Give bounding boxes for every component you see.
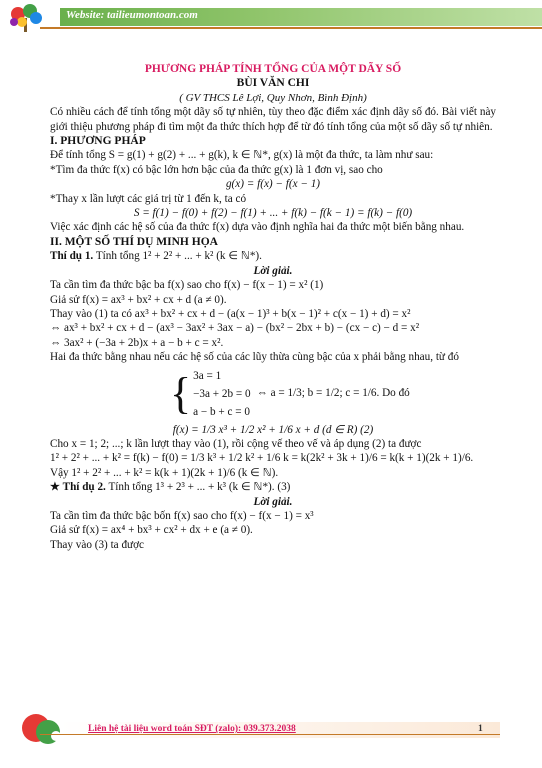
ex1-line-6: Hai đa thức bằng nhau nếu các hệ số của các lũy thừa cùng bậc của x phải bằng nhau, từ đó [50,351,459,364]
ex1-line-4: ⇔ ax³ + bx² + cx + d − (ax³ − 3ax² + 3ax − a) − (bx² − 2bx + b) − (cx − c) − d = x² [50,322,420,335]
method-equation-2: S = f(1) − f(0) + f(2) − f(1) + ... + f(k) − f(k − 1) = f(k) − f(0) [133,207,413,220]
section-heading-method: I. PHƯƠNG PHÁP [50,135,146,148]
system-row-3: a − b + c = 0 [193,405,250,418]
method-equation-1: g(x) = f(x) − f(x − 1) [225,178,321,191]
solution-label-2: Lời giải. [253,495,293,508]
example-1-heading [50,249,496,263]
example-1-task: Tính tổng 1² + 2² + ... + k² (k ∈ ℕ*). [95,250,262,263]
doc-title: PHƯƠNG PHÁP TÍNH TỔNG CỦA MỘT DÃY SỐ [144,63,402,75]
page-header [0,0,542,34]
method-line-1: Để tính tổng S = g(1) + g(2) + ... + g(k), k ∈ ℕ*, g(x) là một đa thức, ta làm như sau: [50,149,434,162]
ex2-line-2: Giả sử f(x) = ax⁴ + bx³ + cx² + dx + e (a ≠ 0). [50,524,253,537]
ex1-line-5: ⇔ 3ax² + (−3a + 2b)x + a − b + c = x². [50,336,224,349]
ex2-line-1: Ta cần tìm đa thức bậc bốn f(x) sao cho f(x) − f(x − 1) = x³ [50,509,314,522]
intro-paragraph: Có nhiều cách để tính tổng một dãy số tự nhiên, tùy theo đặc điểm xác định dãy số đó. Bài viết này giới thiệu phương pháp đi tìm một đa thức thích hợp để từ đó tính tổng của một số dãy số tự nhiên. [50,106,496,133]
ex1-conclusion: Vậy 1² + 2² + ... + k² = k(k + 1)(2k + 1)/6 (k ∈ ℕ). [50,466,279,479]
website-link[interactable]: Website: tailieumontoan.com [66,9,198,21]
doc-author: BÙI VĂN CHI [236,77,310,90]
document-body [50,62,496,552]
example-2-label: ★ Thí dụ 2. [50,481,106,494]
footer-contact-link[interactable]: Liên hệ tài liệu word toán SĐT (zalo): 039.373.2038 [88,724,296,734]
system-row-2: −3a + 2b = 0 [193,387,251,400]
equation-system [170,367,496,421]
ex1-line-1: Ta cần tìm đa thức bậc ba f(x) sao cho f(x) − f(x − 1) = x² (1) [50,279,324,292]
example-1-label: Thí dụ 1. [50,250,94,263]
brace-symbol: { [170,368,192,418]
method-line-3: *Thay x lần lượt các giá trị từ 1 đến k, ta có [50,192,247,205]
ex1-polynomial: f(x) = 1/3 x³ + 1/2 x² + 1/6 x + d (d ∈ R) (2) [172,423,374,436]
example-2-task: Tính tổng 1³ + 2³ + ... + k³ (k ∈ ℕ*). (3) [108,481,291,494]
system-row-1: 3a = 1 [193,369,222,382]
example-2-heading [50,480,496,494]
footer-divider [40,734,500,735]
ex2-line-3: Thay vào (3) ta được [50,538,144,551]
ex1-line-2: Giả sử f(x) = ax³ + bx² + cx + d (a ≠ 0). [50,293,227,306]
tree-logo-icon [6,2,46,34]
page-number: 1 [478,724,483,734]
header-divider [40,27,542,29]
ex1-line-7: Cho x = 1; 2; ...; k lần lượt thay vào (1), rồi cộng vế theo vế và áp dụng (2) ta được [50,437,422,450]
method-line-2: *Tìm đa thức f(x) có bậc lớn hơn bậc của đa thức g(x) là 1 đơn vị, sao cho [50,163,383,176]
doc-affiliation: ( GV THCS Lê Lợi, Quy Nhơn, Bình Định) [179,91,367,104]
solution-label-1: Lời giải. [253,264,293,277]
system-rows [193,367,250,421]
section-heading-examples: II. MỘT SỐ THÍ DỤ MINH HỌA [50,235,218,248]
method-line-4: Việc xác định các hệ số của đa thức f(x) dựa vào định nghĩa hai đa thức một biến bằng nhau. [50,221,465,234]
ex1-line-8: 1² + 2² + ... + k² = f(k) − f(0) = 1/3 k³ + 1/2 k² + 1/6 k = k(2k² + 3k + 1)/6 = k(k + 1)(2k + 1)/6. [50,452,474,465]
ex1-line-3: Thay vào (1) ta có ax³ + bx² + cx + d − (a(x − 1)³ + b(x − 1)² + c(x − 1) + d) = x² [50,307,411,320]
system-result: ⇔ a = 1/3; b = 1/2; c = 1/6. Do đó [256,387,410,400]
